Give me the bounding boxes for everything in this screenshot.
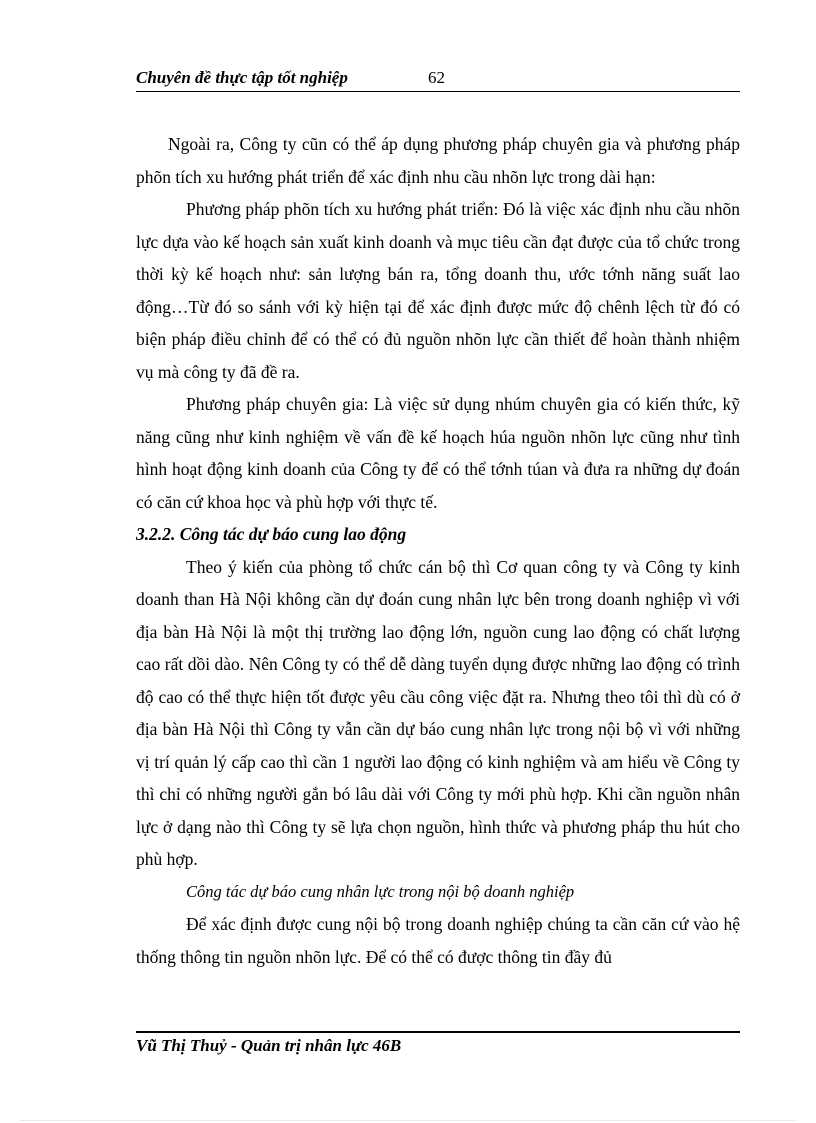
page-header [136, 66, 740, 92]
header-title: Chuyên đề thực tập tốt nghiệp [136, 68, 348, 87]
paragraph-trend-analysis: Phương pháp phõn tích xu hướng phát triển: Đó là việc xác định nhu cầu nhõn lực dựa vào kế hoạch sản xuất kinh doanh và mục tiêu cần đạt được của tổ chức trong thời kỳ kế hoạch như: sản lượng bán ra, tổng doanh thu, ước tớnh năng suất lao động…Từ đó so sánh với kỳ hiện tại để xác định được mức độ chênh lệch từ đó có biện pháp điều chỉnh để có thể có đủ nguồn nhõn lực cần thiết để hoàn thành nhiệm vụ mà công ty đã đề ra. [136, 199, 740, 382]
header-divider [136, 91, 740, 92]
paragraph-intro: Ngoài ra, Công ty cũn có thể áp dụng phương pháp chuyên gia và phương pháp phõn tích xu hướng phát triển để xác định nhu cầu nhõn lực trong dài hạn: [136, 134, 740, 187]
page-bottom-border [20, 1120, 796, 1121]
paragraph-expert-method: Phương pháp chuyên gia: Là việc sử dụng nhúm chuyên gia có kiến thức, kỹ năng cũng như kinh nghiệm về vấn đề kế hoạch húa nguồn nhõn lực cũng như tình hình hoạt động kinh doanh của Công ty để có thể tớnh túan và đưa ra những dự đoán có căn cứ khoa học và phù hợp với thực tế. [136, 394, 740, 512]
paragraph-internal-supply: Để xác định được cung nội bộ trong doanh nghiệp chúng ta cần căn cứ vào hệ thống thông tin nguồn nhõn lực. Để có thể có được thông tin đầy đủ [136, 914, 740, 967]
section-heading: 3.2.2. Công tác dự báo cung lao động [136, 524, 407, 544]
page-footer: Vũ Thị Thuỷ - Quản trị nhân lực 46B [136, 1036, 402, 1055]
page-number: 62 [428, 68, 445, 87]
paragraph-labor-supply: Theo ý kiến của phòng tổ chức cán bộ thì Cơ quan công ty và Công ty kinh doanh than Hà Nội không cần dự đoán cung nhân lực bên trong doanh nghiệp vì với địa bàn Hà Nội là một thị trường lao động lớn, nguồn cung lao động có chất lượng cao rất dồi dào. Nên Công ty có thể dễ dàng tuyển dụng được những lao động có trình độ cao có thể thực hiện tốt được yêu cầu công việc đặt ra. Nhưng theo tôi thì dù có ở địa bàn Hà Nội thì Công ty vẫn cần dự báo cung nhân lực trong nội bộ vì với những vị trí quản lý cấp cao thì cần 1 người lao động có kinh nghiệm và am hiểu về Công ty thì chỉ có những người gắn bó lâu dài với Công ty mới phù hợp. Khi cần nguồn nhân lực ở dạng nào thì Công ty sẽ lựa chọn nguồn, hình thức và phương pháp thu hút cho phù hợp. [136, 556, 740, 869]
document-body [136, 128, 740, 973]
sub-heading: Công tác dự báo cung nhân lực trong nội bộ doanh nghiệp [186, 881, 575, 901]
footer-divider [136, 1031, 740, 1033]
